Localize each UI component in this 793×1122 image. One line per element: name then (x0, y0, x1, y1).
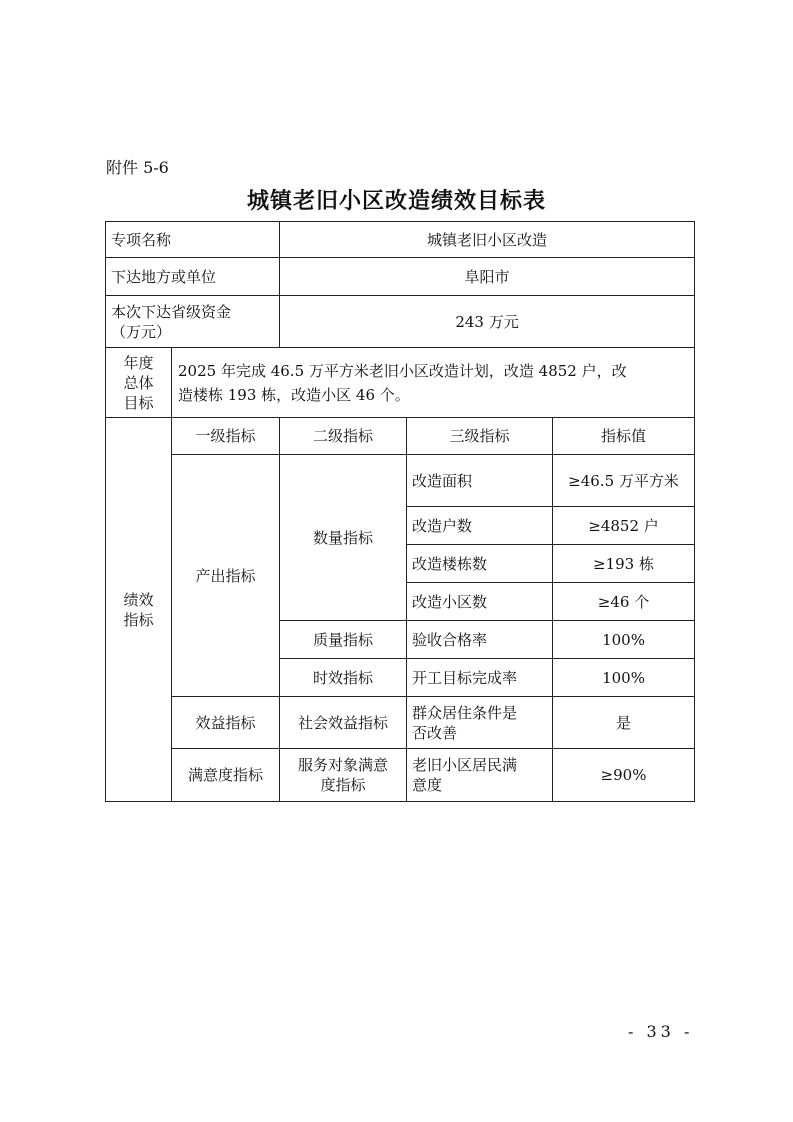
perf-label-line: 绩效 (123, 590, 154, 609)
row-buildings-value: ≥193 栋 (553, 545, 695, 583)
table-row (106, 749, 695, 802)
row-resident-satisfaction-name (407, 749, 553, 802)
header-level2: 二级指标 (280, 418, 407, 455)
project-name-label: 专项名称 (106, 222, 280, 258)
row-area-name: 改造面积 (407, 455, 553, 507)
funds-label-line1: 本次下达省级资金 (111, 302, 232, 321)
output-indicator-label: 产出指标 (172, 455, 280, 697)
row-living-name-line: 群众居住条件是 (412, 703, 518, 722)
attachment-label: 附件 5-6 (106, 158, 169, 177)
annual-goal-label-line: 目标 (123, 393, 154, 412)
row-households-value: ≥4852 户 (553, 507, 695, 545)
service-satisfaction-line: 服务对象满意 (298, 756, 389, 774)
row-acceptance-value: 100% (553, 621, 695, 659)
project-name-value: 城镇老旧小区改造 (280, 222, 695, 258)
row-living-value: 是 (553, 697, 695, 749)
funds-label (106, 296, 280, 348)
satisfaction-indicator-label: 满意度指标 (172, 749, 280, 802)
row-completion-value: 100% (553, 659, 695, 697)
funds-value: 243 万元 (280, 296, 695, 348)
row-communities-value: ≥46 个 (553, 583, 695, 621)
row-living-name (407, 697, 553, 749)
annual-goal-label-line: 年度 (123, 353, 154, 372)
table-row (106, 455, 695, 507)
quantity-indicator-label: 数量指标 (280, 455, 407, 621)
table-row (106, 697, 695, 749)
row-households-name: 改造户数 (407, 507, 553, 545)
perf-label-line: 指标 (123, 610, 154, 629)
header-level1: 一级指标 (172, 418, 280, 455)
social-benefit-label: 社会效益指标 (280, 697, 407, 749)
location-label: 下达地方或单位 (106, 258, 280, 296)
benefit-indicator-label: 效益指标 (172, 697, 280, 749)
table-row (106, 348, 695, 418)
row-resident-satisfaction-line: 意度 (412, 776, 443, 794)
annual-goal-line2: 造楼栋 193 栋，改造小区 46 个。 (178, 385, 410, 404)
table-row (106, 296, 695, 348)
row-area-value: ≥46.5 万平方米 (553, 455, 695, 507)
row-resident-satisfaction-line: 老旧小区居民满 (412, 756, 518, 774)
row-acceptance-name: 验收合格率 (407, 621, 553, 659)
row-buildings-name: 改造楼栋数 (407, 545, 553, 583)
service-satisfaction-label (280, 749, 407, 802)
table-row (106, 258, 695, 296)
annual-goal-label (106, 348, 172, 418)
funds-label-line2: （万元） (111, 322, 172, 341)
row-resident-satisfaction-value: ≥90% (553, 749, 695, 802)
page-title: 城镇老旧小区改造绩效目标表 (246, 188, 546, 214)
table-row (106, 418, 695, 455)
timeliness-indicator-label: 时效指标 (280, 659, 407, 697)
quality-indicator-label: 质量指标 (280, 621, 407, 659)
row-communities-name: 改造小区数 (407, 583, 553, 621)
header-value: 指标值 (553, 418, 695, 455)
header-level3: 三级指标 (407, 418, 553, 455)
annual-goal-text (172, 348, 695, 418)
page-number: - 33 - (628, 1022, 694, 1041)
annual-goal-label-line: 总体 (123, 373, 154, 392)
service-satisfaction-line: 度指标 (320, 776, 366, 794)
performance-target-table (105, 221, 695, 802)
row-completion-name: 开工目标完成率 (407, 659, 553, 697)
annual-goal-line1: 2025 年完成 46.5 万平方米老旧小区改造计划，改造 4852 户，改 (178, 361, 627, 380)
performance-indicator-label (106, 418, 172, 802)
row-living-name-line: 否改善 (412, 723, 458, 742)
table-row (106, 222, 695, 258)
location-value: 阜阳市 (280, 258, 695, 296)
